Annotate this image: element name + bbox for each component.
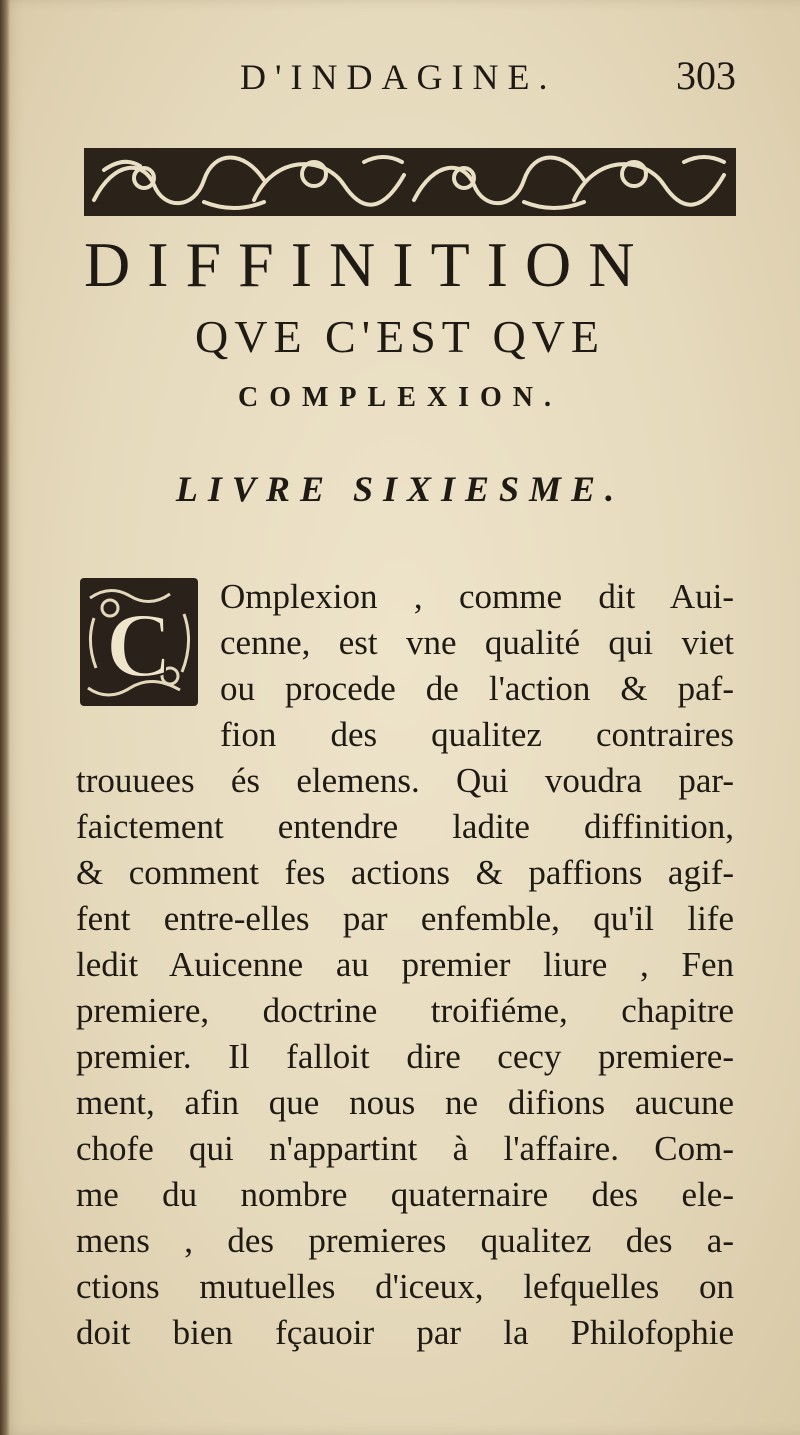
body-line-2: cenne, est vne qualité qui viet [220,623,734,662]
page-number: 303 [676,53,736,98]
initial-letter: C [105,594,173,696]
body-line-16: ctions mutuelles d'iceux, lefquelles on [76,1267,734,1306]
body-line-15: mens , des premieres qualitez des a- [76,1221,734,1260]
running-head [0,48,800,108]
body-line-7: & comment fes actions & paffions agif- [76,853,734,892]
body-line-12: ment, afin que nous ne difions aucune [76,1083,734,1122]
body-line-1: Omplexion , comme dit Aui- [220,577,734,616]
body-line-8: fent entre-elles par enfemble, qu'il life [76,899,734,938]
body-line-10: premiere, doctrine troifiéme, chapitre [76,991,734,1030]
body-line-9: ledit Auicenne au premier liure , Fen [76,945,734,984]
body-line-11: premier. Il falloit dire cecy premiere- [76,1037,734,1076]
body-line-14: me du nombre quaternaire des ele- [76,1175,734,1214]
book-label: LIVRE SIXIESME. [175,469,625,509]
page-gutter [0,0,10,1435]
decorated-initial [80,578,198,706]
body-line-5: trouuees és elemens. Qui voudra par- [76,761,734,800]
body-line-3: ou procede de l'action & paf- [220,669,734,708]
heading-line-3: COMPLEXION. [238,382,562,413]
body-line-4: fion des qualitez contraires [220,715,734,754]
running-title: D'INDAGINE. [240,57,557,97]
body-line-13: chofe qui n'appartint à l'affaire. Com- [76,1129,734,1168]
body-line-6: faictement entendre ladite diffinition, [76,807,734,846]
heading-line-1: DIFFINITION [84,229,652,300]
body-line-17: doit bien fçauoir par la Philofophie [76,1313,734,1352]
heading-line-2: QVE C'EST QVE [195,311,605,362]
ornamental-headpiece [84,140,736,220]
